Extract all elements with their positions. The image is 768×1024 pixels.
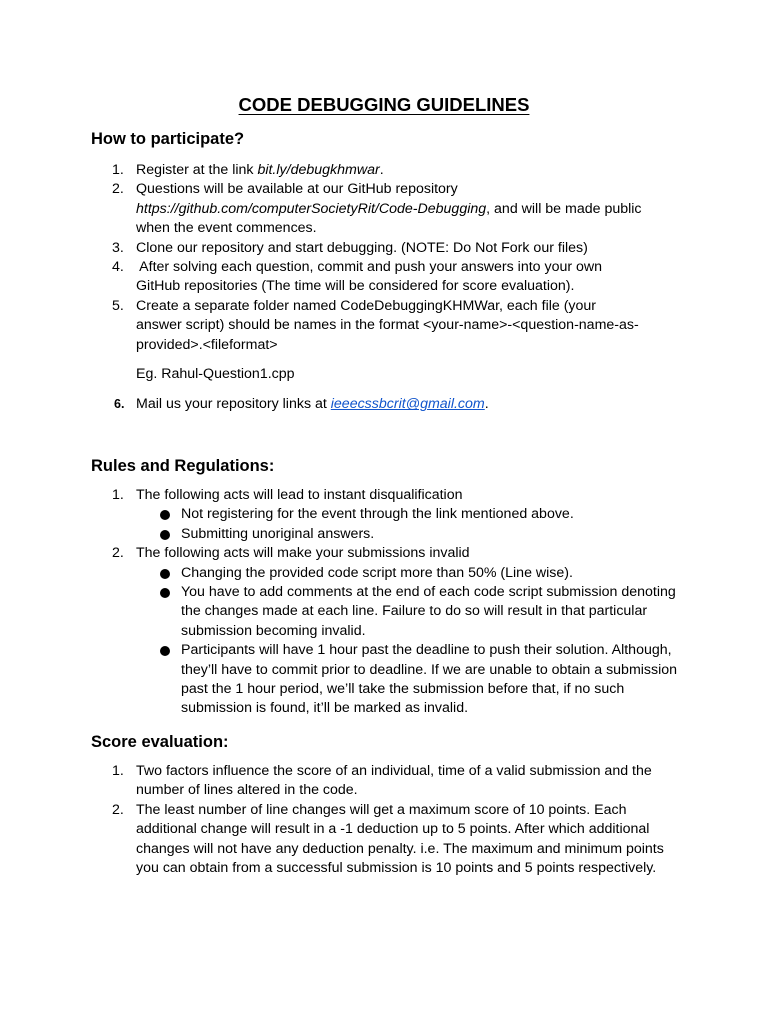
list-text: answer script) should be names in the format <your-name>-<question-name-as- — [136, 317, 639, 334]
list-text: The following acts will make your submissions invalid — [136, 545, 470, 562]
list-number: 4. — [112, 259, 124, 276]
list-item — [91, 258, 691, 297]
list-item — [91, 239, 691, 258]
example-text: Eg. Rahul-Question1.cpp — [136, 366, 295, 383]
list-number: 2. — [112, 801, 124, 818]
list-item — [91, 161, 691, 180]
list-text: Create a separate folder named CodeDebuggingKHMWar, each file (your — [136, 297, 597, 314]
list-number: 2. — [112, 545, 124, 562]
github-repo-link[interactable]: https://github.com/computerSocietyRit/Code-Debugging — [136, 200, 487, 217]
rules-list — [91, 486, 691, 719]
list-text: Questions will be available at our GitHub repository — [136, 181, 458, 198]
list-text: Two factors influence the score of an individual, time of a valid submission and the number of lines altered in the code. — [136, 763, 652, 799]
bullet-text: Not registering for the event through the link mentioned above. — [181, 506, 574, 523]
email-link[interactable]: ieeecssbcrit@gmail.com — [330, 396, 485, 413]
list-number: 1. — [112, 162, 124, 178]
list-item — [91, 762, 681, 801]
bullet-list — [136, 564, 678, 719]
bullet-dot-icon — [160, 530, 170, 540]
list-number: 5. — [112, 297, 124, 314]
participate-list — [91, 161, 691, 415]
list-text: provided>.<fileformat> — [136, 336, 278, 353]
list-item — [91, 544, 691, 563]
list-text: . — [484, 396, 489, 413]
bullet-text: Changing the provided code script more than 50% (Line wise). — [181, 564, 573, 581]
page-title: CODE DEBUGGING GUIDELINES — [238, 94, 530, 115]
bullet-text: You have to add comments at the end of each code script submission denoting the changes made at each line. Failure to do so will result in that particular submission becoming invalid. — [181, 584, 676, 639]
list-number: 3. — [112, 239, 124, 256]
list-item — [91, 180, 691, 238]
list-item — [91, 486, 691, 505]
registration-link[interactable]: bit.ly/debugkhmwar — [257, 162, 380, 178]
bullet-dot-icon — [160, 510, 170, 520]
list-text: when the event commences. — [136, 220, 317, 237]
list-text: GitHub repositories (The time will be considered for score evaluation). — [136, 278, 575, 295]
list-item — [91, 297, 691, 355]
section-heading-participate: How to participate? — [91, 130, 245, 148]
example-line — [91, 365, 691, 384]
list-number: 1. — [112, 763, 124, 779]
list-text: Register at the link — [136, 162, 258, 178]
bullet-item — [136, 525, 691, 544]
bullet-text: Submitting unoriginal answers. — [181, 525, 375, 542]
list-item — [91, 801, 681, 879]
list-text: The least number of line changes will get a maximum score of 10 points. Each additional change will result in a -1 deduction up to 5 points. After which additional changes will not have any deduction penalty. i.e. The maximum and minimum points you can obtain from a successful submission is 10 points and 5 points respectively. — [136, 801, 664, 877]
bullet-dot-icon — [160, 588, 170, 598]
list-number: 2. — [112, 181, 124, 198]
list-text: Mail us your repository links at — [136, 396, 331, 413]
list-number: 6. — [114, 397, 125, 412]
bullet-item — [136, 564, 586, 583]
bullet-dot-icon — [160, 569, 170, 579]
bullet-item — [136, 505, 691, 524]
section-heading-score: Score evaluation: — [91, 733, 229, 751]
bullet-dot-icon — [160, 646, 170, 656]
list-text: After solving each question, commit and push your answers into your own — [136, 259, 603, 276]
score-list — [91, 762, 681, 878]
list-text: . — [379, 162, 384, 178]
bullet-list — [136, 505, 691, 544]
list-number: 1. — [112, 487, 124, 503]
section-heading-rules: Rules and Regulations: — [91, 457, 275, 475]
list-item — [91, 395, 691, 414]
bullet-item — [136, 583, 681, 641]
list-text: Clone our repository and start debugging. (NOTE: Do Not Fork our files) — [136, 239, 588, 256]
bullet-text: Participants will have 1 hour past the deadline to push their solution. Although, they’ll have to commit prior to deadline. If we are unable to obtain a submission past the 1 hour period, we’ll take the submission before that, if no such submission is found, it’ll be marked as invalid. — [181, 642, 678, 717]
list-text: , and will be made public — [486, 200, 642, 217]
list-text: The following acts will lead to instant disqualification — [136, 487, 463, 503]
bullet-item — [136, 641, 681, 719]
